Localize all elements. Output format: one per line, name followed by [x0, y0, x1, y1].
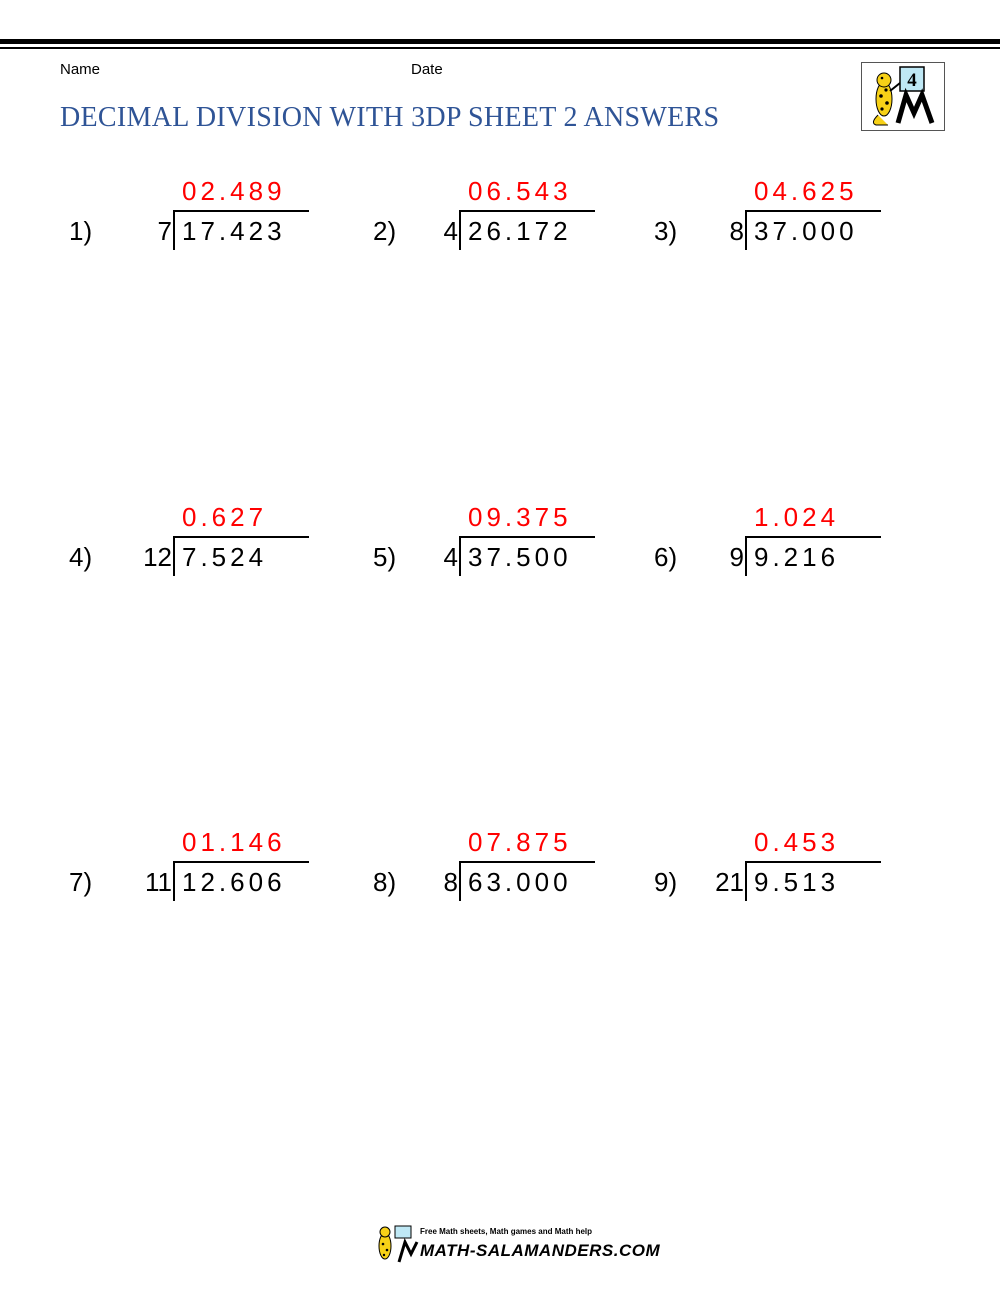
footer-tagline: Free Math sheets, Math games and Math help: [420, 1227, 593, 1236]
answer: 1.024: [754, 502, 840, 532]
dividend: 7.524: [182, 542, 268, 572]
division-bracket-horizontal: [745, 536, 881, 538]
dividend: 9.513: [754, 867, 840, 897]
divisor: 11: [145, 867, 172, 897]
dividend: 17.423: [182, 216, 286, 246]
division-bracket-vertical: [173, 536, 175, 576]
division-bracket-vertical: [173, 861, 175, 901]
dividend: 9.216: [754, 542, 840, 572]
division-bracket-horizontal: [745, 210, 881, 212]
dividend: 37.500: [468, 542, 572, 572]
problem-6: [599, 496, 919, 576]
problem-2: [313, 170, 633, 250]
answer: 09.375: [468, 502, 572, 532]
problem-3: [599, 170, 919, 250]
problem-4: [27, 496, 347, 576]
answer: 0.627: [182, 502, 268, 532]
problem-8: [313, 821, 633, 901]
division-bracket-vertical: [745, 536, 747, 576]
problem-number: 5): [373, 542, 397, 572]
header-rule-thin: [0, 47, 1000, 49]
divisor: 21: [715, 867, 744, 897]
footer-logo: [373, 1224, 661, 1264]
problem-7: [27, 821, 347, 901]
date-label: Date: [411, 61, 443, 78]
division-bracket-horizontal: [173, 210, 309, 212]
division-bracket-vertical: [745, 210, 747, 250]
header-rule-thick: [0, 39, 1000, 44]
division-bracket-horizontal: [745, 861, 881, 863]
page-title: DECIMAL DIVISION WITH 3DP SHEET 2 ANSWERS: [60, 102, 720, 133]
answer: 02.489: [182, 176, 286, 206]
division-bracket-horizontal: [459, 210, 595, 212]
problem-1: [27, 170, 347, 250]
salamander-logo-icon: [862, 63, 944, 130]
divisor: 8: [443, 867, 458, 897]
division-bracket-vertical: [173, 210, 175, 250]
logo-number: 4: [907, 70, 917, 91]
division-bracket-vertical: [745, 861, 747, 901]
salamander-icon: [373, 1224, 419, 1264]
dividend: 37.000: [754, 216, 858, 246]
problem-9: [599, 821, 919, 901]
division-bracket-horizontal: [173, 861, 309, 863]
division-bracket-horizontal: [459, 861, 595, 863]
divisor: 9: [729, 542, 744, 572]
dividend: 26.172: [468, 216, 572, 246]
name-label: Name: [60, 61, 101, 78]
dividend: 63.000: [468, 867, 572, 897]
answer: 06.543: [468, 176, 572, 206]
problem-number: 9): [654, 867, 678, 897]
divisor: 12: [143, 542, 172, 572]
division-bracket-vertical: [459, 210, 461, 250]
answer: 01.146: [182, 827, 286, 857]
division-bracket-vertical: [459, 861, 461, 901]
answer: 04.625: [754, 176, 858, 206]
divisor: 7: [157, 216, 172, 246]
dividend: 12.606: [182, 867, 286, 897]
footer-site: MATH-SALAMANDERS.COM: [420, 1241, 661, 1260]
division-bracket-vertical: [459, 536, 461, 576]
salamander-logo: [861, 62, 945, 131]
divisor: 4: [443, 216, 458, 246]
answer: 07.875: [468, 827, 572, 857]
problem-number: 1): [69, 216, 93, 246]
division-bracket-horizontal: [173, 536, 309, 538]
problem-number: 3): [654, 216, 678, 246]
answer: 0.453: [754, 827, 840, 857]
problem-number: 4): [69, 542, 93, 572]
problem-number: 6): [654, 542, 678, 572]
divisor: 4: [443, 542, 458, 572]
division-bracket-horizontal: [459, 536, 595, 538]
problem-number: 7): [69, 867, 93, 897]
problem-number: 2): [373, 216, 397, 246]
problem-5: [313, 496, 633, 576]
divisor: 8: [729, 216, 744, 246]
problem-number: 8): [373, 867, 397, 897]
